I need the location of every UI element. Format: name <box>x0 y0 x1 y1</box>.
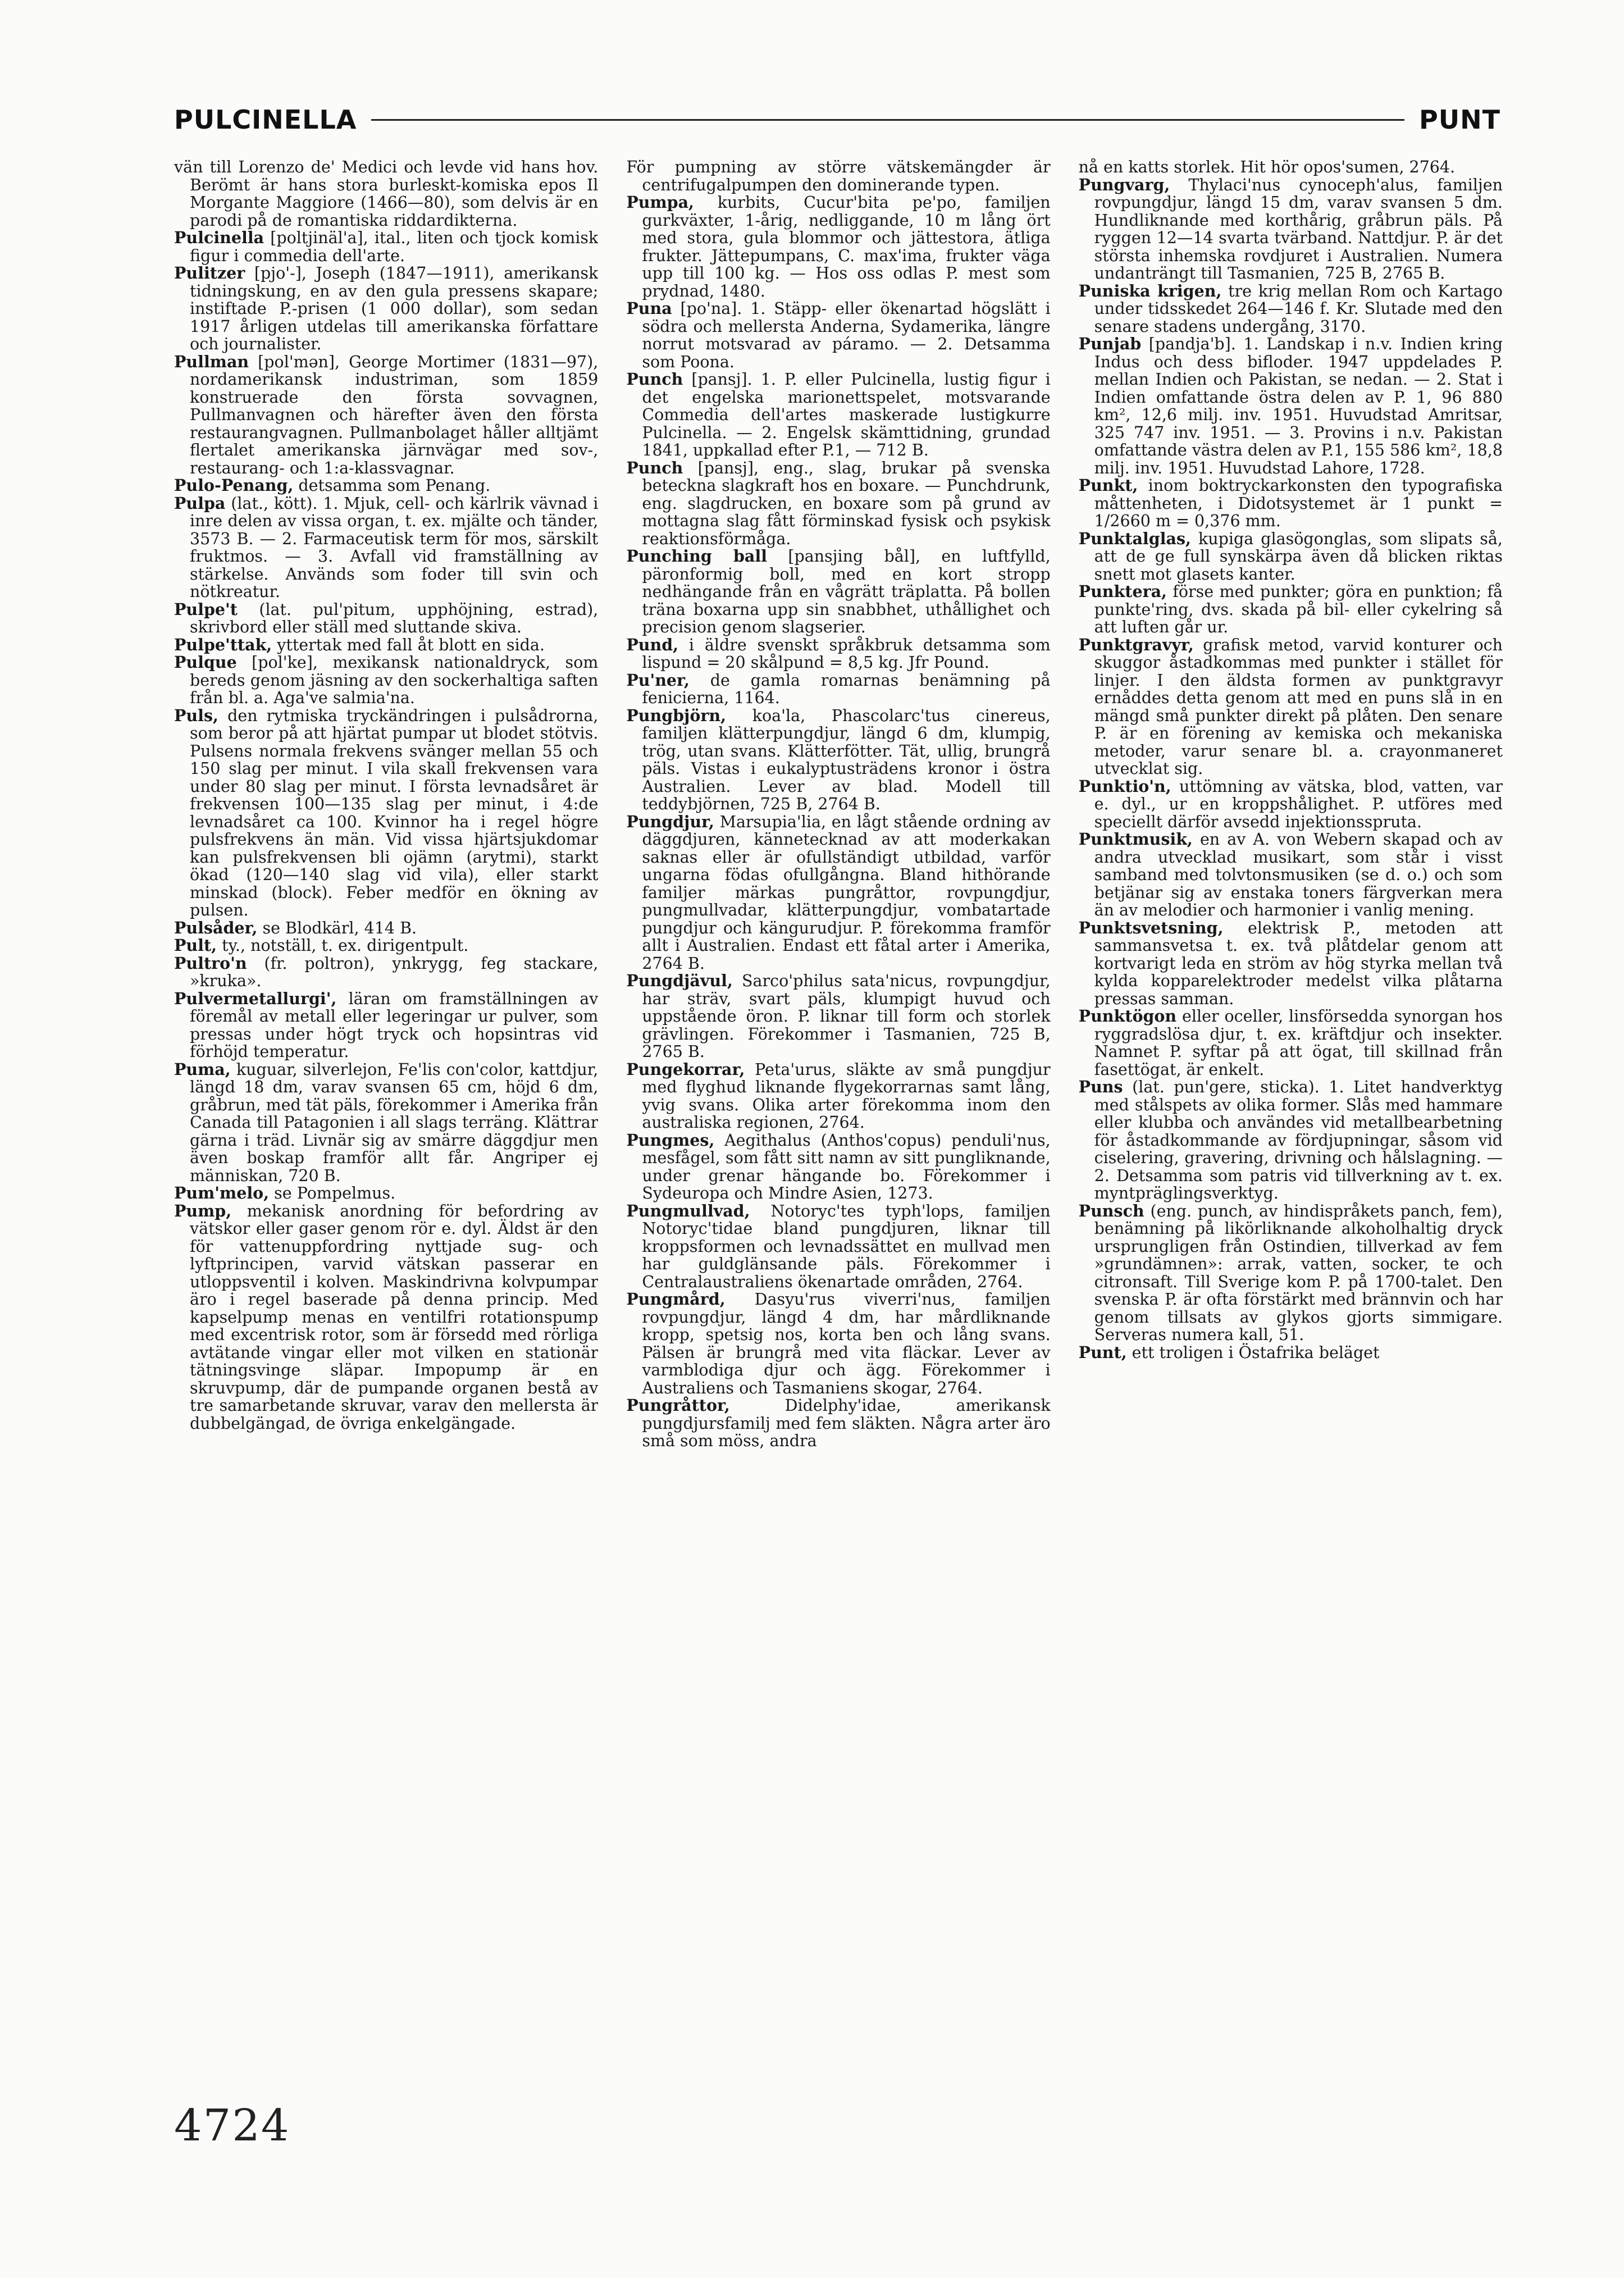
entry-headword: Pulo-Penang, <box>174 476 294 495</box>
entry-text: [pandja'b]. 1. Landskap i n.v. Indien kring Indus och dess bifloder. 1947 uppdelades P. mellan Indien och Pakistan, se nedan. — 2. Stat i Indien omfattande östra delen av P. 1, 96 880 km², 12,6 milj. inv. 1951. Huvudstad Amritsar, 325 747 inv. 1951. — 3. Provins i n.v. Pakistan omfattande västra delen av P.1, 155 586 km², 18,8 milj. inv. 1951. Huvudstad Lahore, 1728. <box>1094 335 1503 477</box>
entry-headword: Pump, <box>174 1201 232 1220</box>
entry-text: kurbits, Cucur'bita pe'po, familjen gurkväxter, 1-årig, nedliggande, 10 m lång ört med stora, gula blommor och jättestora, ätliga frukter. Jättepumpans, C. max'ima, frukter väga upp till 100 kg. — Hos oss odlas P. mest som prydnad, 1480. <box>642 193 1051 300</box>
entry-text: läran om framställningen av föremål av metall eller legeringar ur pulver, som pressas under högt tryck och hopsintras vid förhöjd temperatur. <box>190 989 599 1061</box>
entry-text: [pol'ke], mexikansk nationaldryck, som bereds genom jäsning av den sockerhaltiga saften från bl. a. Aga've salmia'na. <box>190 653 599 707</box>
entry-text: i äldre svenskt språkbruk detsamma som lispund = 20 skålpund = 8,5 kg. Jfr Pound. <box>642 635 1051 672</box>
entry-text: [po'na]. 1. Stäpp- eller ökenartad högslätt i södra och mellersta Anderna, Sydamerika, längre norrut motsvarad av páramo. — 2. Detsamma som Poona. <box>642 299 1051 371</box>
dictionary-entry <box>174 477 598 495</box>
entry-headword: Punkt, <box>1078 476 1138 495</box>
dictionary-entry <box>626 194 1050 300</box>
entry-text: Thylaci'nus cynoceph'alus, familjen rovpungdjur, längd 15 dm, varav svansen 5 dm. Hundliknande med korthårig, gråbrun päls. På ryggen 12—14 svarta tvärband. Nattdjur. P. är det största inhemska rovdjuret i Australien. Numera undanträngt till Tasmanien, 725 B, 2765 B. <box>1094 175 1503 283</box>
entry-headword: Punktera, <box>1078 582 1167 601</box>
entry-text: [pansj], eng., slag, brukar på svenska beteckna slagkraft hos en boxare. — Punchdrunk, eng. slagdrucken, en boxare som på grund av mottagna slag fått förminskad fysisk och psykisk reaktionsförmåga. <box>642 458 1051 548</box>
dictionary-entry <box>1079 1202 1503 1344</box>
entry-text: uttömning av vätska, blod, vatten, var e. dyl., ur en kroppshålighet. P. utföres med speciellt därför avsedd injektionsspruta. <box>1094 777 1503 831</box>
entry-text: (lat. pun'gere, sticka). 1. Litet handverktyg med stålspets av olika former. Slås med hammare eller klubba och användes vid metallbearbetning för åstadkommande av fördjupningar, såsom vid ciselering, gravering, drivning och hålslagning. — 2. Detsamma som patris vid tillverkning av t. ex. myntpräglingsverktyg. <box>1094 1078 1503 1202</box>
dictionary-entry <box>1079 1008 1503 1078</box>
dictionary-entry <box>626 707 1050 813</box>
entry-headword: Pulcinella <box>174 228 264 247</box>
dictionary-entry <box>1079 778 1503 831</box>
entry-headword: Punktio'n, <box>1078 776 1171 796</box>
entry-headword: Punch <box>626 458 683 477</box>
dictionary-entry <box>1079 831 1503 919</box>
dictionary-entry <box>1079 335 1503 477</box>
header-right-word: PUNT <box>1419 104 1500 135</box>
entry-headword: Punch <box>626 370 683 389</box>
entry-text: (lat., kött). 1. Mjuk, cell- och kärlrik vävnad i inre delen av vissa organ, t. ex. mjälte och tänder, 3573 B. — 2. Farmaceutisk term för mos, särskilt fruktmos. — 3. Avfall vid framställning av stärkelse. Används som foder till svin och nötkreatur. <box>190 494 599 601</box>
entry-headword: Puls, <box>174 705 218 725</box>
entry-text: en av A. von Webern skapad och av andra utvecklad musikart, som står i visst samband med tolvtonsmusiken (se d. o.) och som betjänar sig av enstaka toners färgverkan mera än av melodier och harmonier i vanlig mening. <box>1094 830 1503 919</box>
entry-headword: Pullman <box>174 352 249 371</box>
dictionary-entry <box>626 371 1050 459</box>
entry-headword: Puma, <box>174 1059 231 1079</box>
dictionary-entry <box>626 1061 1050 1132</box>
dictionary-entry <box>1079 530 1503 584</box>
entry-headword: Punktsvetsning, <box>1078 918 1224 937</box>
entry-text: detsamma som Penang. <box>293 476 491 495</box>
entry-text: mekanisk anordning för befordring av vätskor eller gaser genom rör e. dyl. Äldst är den för vattenuppfordring nyttjade sug- och lyftprincipen, varvid vätskan passerar en utloppsventil i kolven. Maskindrivna kolvpumpar äro i regel baserade på denna princip. Med kapselpump menas en ventilfri rotationspump med excentrisk rotor, som är försedd med rörliga avtätande vingar eller mot vilken en stationär tätningsvinge släpar. Impopump är en skruvpump, där de pumpande organen bestå av tre samarbetande skruvar, varav den mellersta är dubbelgängad, de övriga enkelgängade. <box>190 1201 599 1433</box>
entry-headword: Pungvarg, <box>1078 175 1170 194</box>
entry-text: den rytmiska tryckändringen i pulsådrorna, som beror på att hjärtat pumpar ut blodet stötvis. Pulsens normala frekvens svänger mellan 55 och 150 slag per minut. I vila skall frekvensen vara under 80 slag per minut. I första levnadsåret är frekvensen 100—135 slag per minut, i 4:de levnadsåret ca 100. Kvinnor ha i regel högre pulsfrekvens än män. Vid vissa hjärtsjukdomar kan pulsfrekvensen bli ojämn (arytmi), starkt ökad (120—140 slag vid vila), eller starkt minskad (block). Feber medför en ökning av pulsen. <box>190 706 599 919</box>
dictionary-entry <box>626 300 1050 371</box>
dictionary-entry <box>1079 158 1503 176</box>
entry-text: Sarco'philus sata'nicus, rovpungdjur, har sträv, svart päls, klumpigt huvud och uppstående öron. P. liknar till form och storlek grävlingen. Förekommer i Tasmanien, 725 B, 2765 B. <box>642 972 1051 1061</box>
entry-text: För pumpning av större vätskemängder är centrifugalpumpen den dominerande typen. <box>626 158 1051 194</box>
dictionary-entry <box>174 601 598 636</box>
entry-headword: Pulitzer <box>174 263 245 283</box>
entry-text: Peta'urus, släkte av små pungdjur med flyghud liknande flygekorrarnas samt lång, yvig svans. Olika arter förekomma inom den australiska regionen, 2764. <box>642 1060 1051 1132</box>
entry-text: Dasyu'rus viverri'nus, familjen rovpungdjur, längd 4 dm, har mårdliknande kropp, spetsig nos, korta ben och lång svans. Pälsen är brungrå med vita fläckar. Lever av varmblodiga djur och ägg. Förekommer i Australiens och Tasmaniens skogar, 2764. <box>642 1290 1051 1397</box>
entry-text: ett troligen i Östafrika beläget <box>1126 1343 1380 1362</box>
dictionary-entry <box>1079 636 1503 778</box>
entry-headword: Pulsåder, <box>174 918 258 937</box>
entry-text: vän till Lorenzo de' Medici och levde vid hans hov. Berömt är hans stora burleskt-komiska epos Il Morgante Maggiore (1466—80), som delvis är en parodi på de romantiska riddardikterna. <box>174 158 599 230</box>
entry-headword: Pum'melo, <box>174 1183 270 1202</box>
dictionary-entry <box>626 1132 1050 1202</box>
entry-headword: Pumpa, <box>626 193 694 212</box>
dictionary-entry <box>626 548 1050 636</box>
page-number: 4724 <box>174 2101 290 2151</box>
entry-headword: Pungråttor, <box>626 1396 730 1415</box>
dictionary-entry <box>626 1202 1050 1291</box>
entry-text: eller oceller, linsförsedda synorgan hos ryggradslösa djur, t. ex. kräftdjur och insekter. Namnet P. syftar på att ögat, till skillnad från fasettögat, är enkelt. <box>1094 1007 1503 1079</box>
entry-text: Didelphy'idae, amerikansk pungdjursfamilj med fem släkten. Några arter äro små som möss, andra <box>642 1396 1051 1450</box>
entry-text: de gamla romarnas benämning på fenicierna, 1164. <box>642 671 1051 707</box>
entry-text: [pjo'-], Joseph (1847—1911), amerikansk tidningskung, en av den gula pressens skapare; instiftade P.-prisen (1 000 dollar), som sedan 1917 årligen utdelas till amerikanska författare och journalister. <box>190 264 599 353</box>
entry-text: grafisk metod, varvid konturer och skuggor åstadkommas med punkter i stället för linjer. I den äldsta formen av punktgravyr ernåddes detta genom att med en puns slå in en mängd små punkter direkt på plåten. Den senare P. är en förening av kemiska och mekaniska metoder, varur senare bl. a. crayonmaneret utvecklat sig. <box>1094 635 1503 778</box>
dictionary-entry <box>174 1184 598 1202</box>
entry-headword: Pungbjörn, <box>626 705 727 725</box>
dictionary-entry <box>1079 919 1503 1008</box>
entry-text: tre krig mellan Rom och Kartago under tidsskedet 264—146 f. Kr. Slutade med den senare stadens undergång, 3170. <box>1094 281 1503 336</box>
dictionary-entry <box>174 353 598 477</box>
running-header <box>174 100 1500 139</box>
dictionary-entry <box>1079 477 1503 530</box>
entry-headword: Pungdjur, <box>626 812 714 831</box>
entry-text: ty., notställ, t. ex. dirigentpult. <box>217 936 469 955</box>
entry-text: kupiga glasögonglas, som slipats så, att de ge full synskärpa även då blicken riktas snett mot glasets kanter. <box>1094 529 1503 584</box>
dictionary-entry <box>626 1397 1050 1450</box>
header-left-word: PULCINELLA <box>174 104 357 135</box>
dictionary-entry <box>626 158 1050 194</box>
entry-headword: Pungekorrar, <box>626 1059 745 1079</box>
dictionary-entry <box>1079 283 1503 336</box>
column-2 <box>626 158 1050 2079</box>
entry-text: koa'la, Phascolarc'tus cinereus, familjen klätterpungdjur, längd 6 dm, klumpig, trög, utan svans. Klätterfötter. Tät, ullig, brungrå päls. Vistas i eukalyptusträdens kronor i östra Australien. Lever av blad. Modell till teddybjörnen, 725 B, 2764 B. <box>642 706 1051 813</box>
dictionary-entry <box>174 636 598 654</box>
entry-headword: Pulpa <box>174 493 226 513</box>
entry-headword: Punktgravyr, <box>1078 635 1194 654</box>
entry-text: [pansj]. 1. P. eller Pulcinella, lustig figur i det engelska marionettspelet, motsvarande Commedia dell'artes maskerade lustigkurre Pulcinella. — 2. Engelsk skämttidning, grundad 1841, uppkallad efter P.1, — 712 B. <box>642 370 1051 459</box>
dictionary-entry <box>1079 176 1503 283</box>
entry-text: se Blodkärl, 414 B. <box>257 918 417 937</box>
entry-headword: Punching ball <box>626 546 767 566</box>
entry-text: [pol'mən], George Mortimer (1831—97), nordamerikansk industriman, som 1859 konstruerade den första sovvagnen, Pullmanvagnen och härefter även den första restaurangvagnen. Pullmanbolaget håller alltjämt flertalet amerikanska järnvägar med sov-, restaurang- och 1:a-klassvagnar. <box>190 352 599 477</box>
entry-headword: Pulvermetallurgi', <box>174 988 337 1008</box>
entry-headword: Pungmård, <box>626 1290 726 1309</box>
entry-text: (fr. poltron), ynkrygg, feg stackare, »kruka». <box>190 954 599 990</box>
dictionary-entry <box>174 265 598 353</box>
dictionary-entry <box>174 158 598 229</box>
entry-text: nå en katts storlek. Hit hör opos'sumen, 2764. <box>1078 158 1456 176</box>
entry-text: Aegithalus (Anthos'copus) penduli'nus, mesfågel, som fått sitt namn av sitt pungliknande, under grenar hängande bo. Förekommer i Sydeuropa och Mindre Asien, 1273. <box>642 1131 1051 1202</box>
entry-text: elektrisk P., metoden att sammansvetsa t. ex. två plåtdelar genom att kortvarigt leda en ström av hög styrka mellan två kylda kopparelektroder medelst vilka plåtarna pressas samman. <box>1094 918 1503 1008</box>
entry-text: yttertak med fall åt blott en sida. <box>272 635 545 654</box>
entry-text: se Pompelmus. <box>269 1184 396 1202</box>
entry-text: (lat. pul'pitum, upphöjning, estrad), skrivbord eller ställ med sluttande skiva. <box>190 600 599 636</box>
header-rule <box>371 119 1404 121</box>
dictionary-entry <box>174 229 598 265</box>
dictionary-entry <box>1079 1078 1503 1202</box>
dictionary-entry <box>626 672 1050 707</box>
entry-headword: Punsch <box>1078 1201 1144 1220</box>
entry-headword: Pungmes, <box>626 1130 715 1150</box>
entry-headword: Punt, <box>1078 1342 1127 1362</box>
column-3 <box>1079 158 1503 2079</box>
dictionary-entry <box>626 813 1050 973</box>
entry-headword: Pult, <box>174 936 217 955</box>
column-1 <box>174 158 598 2079</box>
entry-headword: Pungdjävul, <box>626 971 733 990</box>
entry-headword: Pulpe'ttak, <box>174 635 272 654</box>
entry-headword: Pund, <box>626 635 679 654</box>
entry-text: kuguar, silverlejon, Fe'lis con'color, kattdjur, längd 18 dm, varav svansen 65 cm, höjd 6 dm, gråbrun, med tät päls, förekommer i Amerika från Canada till Patagonien i all slags terräng. Klättrar gärna i träd. Livnär sig av smärre däggdjur men även boskap framför allt får. Angriper ej människan, 720 B. <box>190 1060 599 1185</box>
dictionary-entry <box>174 1202 598 1433</box>
dictionary-entry <box>174 495 598 601</box>
entry-headword: Puns <box>1078 1077 1123 1096</box>
entry-headword: Puniska krigen, <box>1078 281 1222 300</box>
entry-headword: Pultro'n <box>174 953 247 973</box>
dictionary-entry <box>1079 1344 1503 1362</box>
dictionary-entry <box>626 972 1050 1061</box>
entry-headword: Punktögon <box>1078 1006 1177 1026</box>
entry-headword: Puna <box>626 299 672 318</box>
dictionary-entry <box>174 955 598 990</box>
entry-headword: Pu'ner, <box>626 670 690 690</box>
entry-text: förse med punkter; göra en punktion; få punkte'ring, dvs. skada på bil- eller cykelring så att luften går ur. <box>1094 582 1503 636</box>
entry-headword: Punktmusik, <box>1078 830 1193 849</box>
dictionary-entry <box>626 459 1050 548</box>
dictionary-entry <box>174 707 598 919</box>
entry-headword: Punktalglas, <box>1078 529 1191 548</box>
entry-text: Marsupia'lia, en lågt stående ordning av däggdjuren, kännetecknad av att moderkakan saknas eller är ofullständigt utbildad, varför ungarna födas ofullgångna. Bland hithörande familjer märkas pungråttor, rovpungdjur, pungmullvadar, klätterpungdjur, vombatartade pungdjur och kängurudjur. P. förekomma framför allt i Australien. Endast ett fåtal arter i Amerika, 2764 B. <box>642 812 1051 973</box>
entry-headword: Pungmullvad, <box>626 1201 750 1220</box>
dictionary-entry <box>174 937 598 955</box>
entry-text: (eng. punch, av hindispråkets panch, fem), benämning på likörliknande alkoholhaltig dryck ursprungligen från Ostindien, tillverkad av fem »grundämnen»: arrak, vatten, socker, te och citronsaft. Till Sverige kom P. på 1700-talet. Den svenska P. är ofta förstärkt med brännvin och har genom tillsats av glykos gjorts simmigare. Serveras numera kall, 51. <box>1094 1201 1503 1344</box>
entry-headword: Punjab <box>1078 334 1142 353</box>
entry-text: [poltjinäl'a], ital., liten och tjock komisk figur i commedia dell'arte. <box>190 229 599 265</box>
entry-text: [pansjing bål], en luftfylld, päronformig boll, med en kort stropp nedhängande från en vågrätt träplatta. På bollen träna boxarna upp sin snabbhet, uthållighet och precision genom slagserier. <box>642 547 1051 636</box>
dictionary-entry <box>174 1061 598 1185</box>
entry-text: Notoryc'tes typh'lops, familjen Notoryc'tidae bland pungdjuren, liknar till kroppsformen och levnadssättet en mullvad men har guldglänsande päls. Förekommer i Centralaustraliens ökenartade områden, 2764. <box>642 1201 1051 1291</box>
dictionary-columns <box>174 158 1503 2079</box>
dictionary-entry <box>626 1291 1050 1397</box>
entry-text: inom boktryckarkonsten den typografiska måttenheten, i Didotsystemet är 1 punkt = 1/2660 m = 0,376 mm. <box>1094 476 1503 530</box>
dictionary-entry <box>174 654 598 707</box>
dictionary-entry <box>174 990 598 1061</box>
entry-headword: Pulpe't <box>174 599 238 619</box>
dictionary-entry <box>626 636 1050 672</box>
entry-headword: Pulque <box>174 653 237 672</box>
dictionary-entry <box>174 919 598 937</box>
dictionary-entry <box>1079 583 1503 636</box>
